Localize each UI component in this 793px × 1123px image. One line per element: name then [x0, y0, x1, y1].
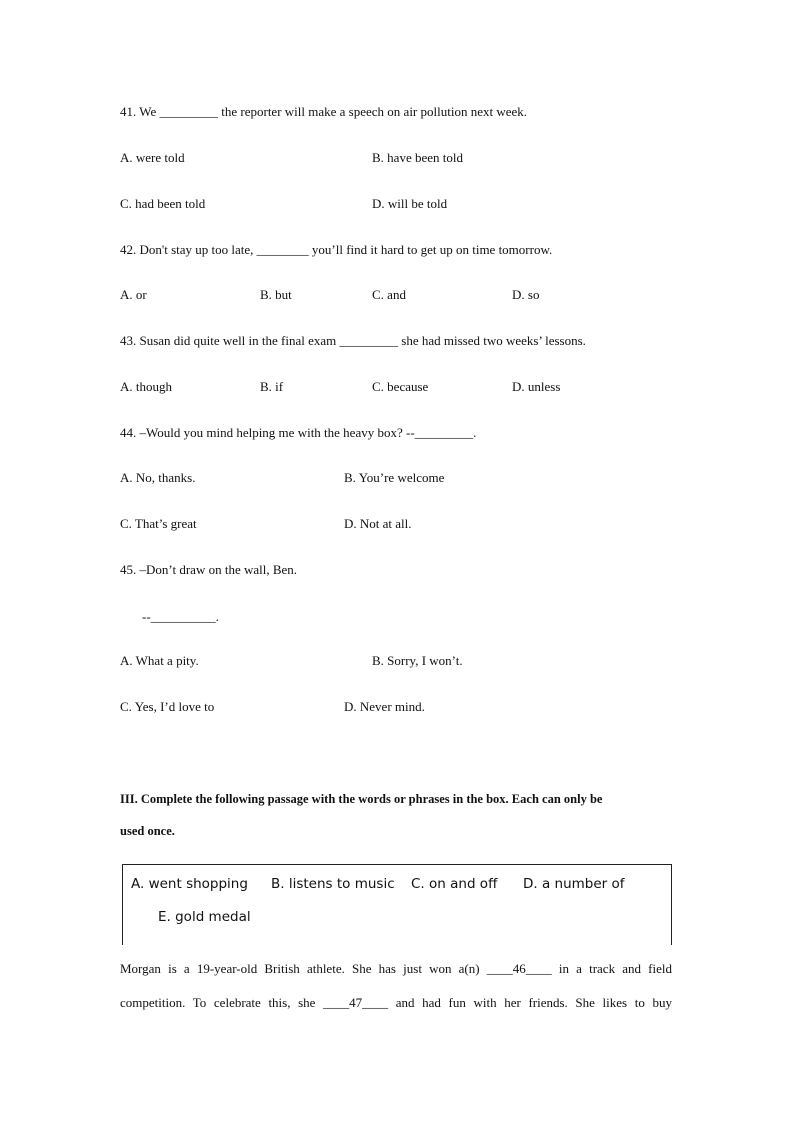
question-41-stem: 41. We _________ the reporter will make a speech on air pollution next week.	[120, 104, 528, 119]
word-box-item-e: E. gold medal	[158, 909, 251, 925]
passage-line-2: competition. To celebrate this, she ____47____ and had fun with her friends. She likes to buy	[120, 995, 672, 1010]
word-box-item-d: D. a number of	[523, 876, 625, 892]
word-box-item-b: B. listens to music	[271, 876, 395, 892]
question-43-option-c: C. because	[372, 379, 429, 394]
question-45-option-c: C. Yes, I’d love to	[120, 699, 215, 714]
word-box-item-a: A. went shopping	[131, 876, 248, 892]
question-45-reply: --__________.	[142, 609, 219, 624]
section-3-heading-line-2: used once.	[120, 824, 175, 838]
question-42-option-b: B. but	[260, 287, 292, 302]
question-42-option-a: A. or	[120, 287, 147, 302]
question-45-option-a: A. What a pity.	[120, 653, 199, 668]
question-43-option-a: A. though	[120, 379, 172, 394]
question-43-option-d: D. unless	[512, 379, 561, 394]
question-45-stem: 45. –Don’t draw on the wall, Ben.	[120, 562, 298, 577]
question-43-option-b: B. if	[260, 379, 284, 394]
question-42-stem: 42. Don't stay up too late, ________ you’ll find it hard to get up on time tomorrow.	[120, 242, 553, 257]
question-45-option-d: D. Never mind.	[344, 699, 425, 714]
question-41-option-b: B. have been told	[372, 150, 463, 165]
passage-line-1: Morgan is a 19-year-old British athlete. She has just won a(n) ____46____ in a track and field	[120, 961, 672, 976]
question-44-stem: 44. –Would you mind helping me with the heavy box? --_________.	[120, 425, 477, 440]
question-41-option-c: C. had been told	[120, 196, 206, 211]
word-box	[122, 864, 672, 945]
question-44-option-b: B. You’re welcome	[344, 470, 445, 485]
question-43-stem: 43. Susan did quite well in the final exam _________ she had missed two weeks’ lessons.	[120, 333, 586, 348]
question-41-option-a: A. were told	[120, 150, 185, 165]
question-44-option-c: C. That’s great	[120, 516, 197, 531]
question-42-option-d: D. so	[512, 287, 540, 302]
question-41-option-d: D. will be told	[372, 196, 448, 211]
section-3-heading-line-1: III. Complete the following passage with the words or phrases in the box. Each can only be	[120, 792, 603, 806]
question-42-option-c: C. and	[372, 287, 406, 302]
question-45-option-b: B. Sorry, I won’t.	[372, 653, 463, 668]
question-44-option-d: D. Not at all.	[344, 516, 412, 531]
word-box-item-c: C. on and off	[411, 876, 498, 892]
question-44-option-a: A. No, thanks.	[120, 470, 196, 485]
